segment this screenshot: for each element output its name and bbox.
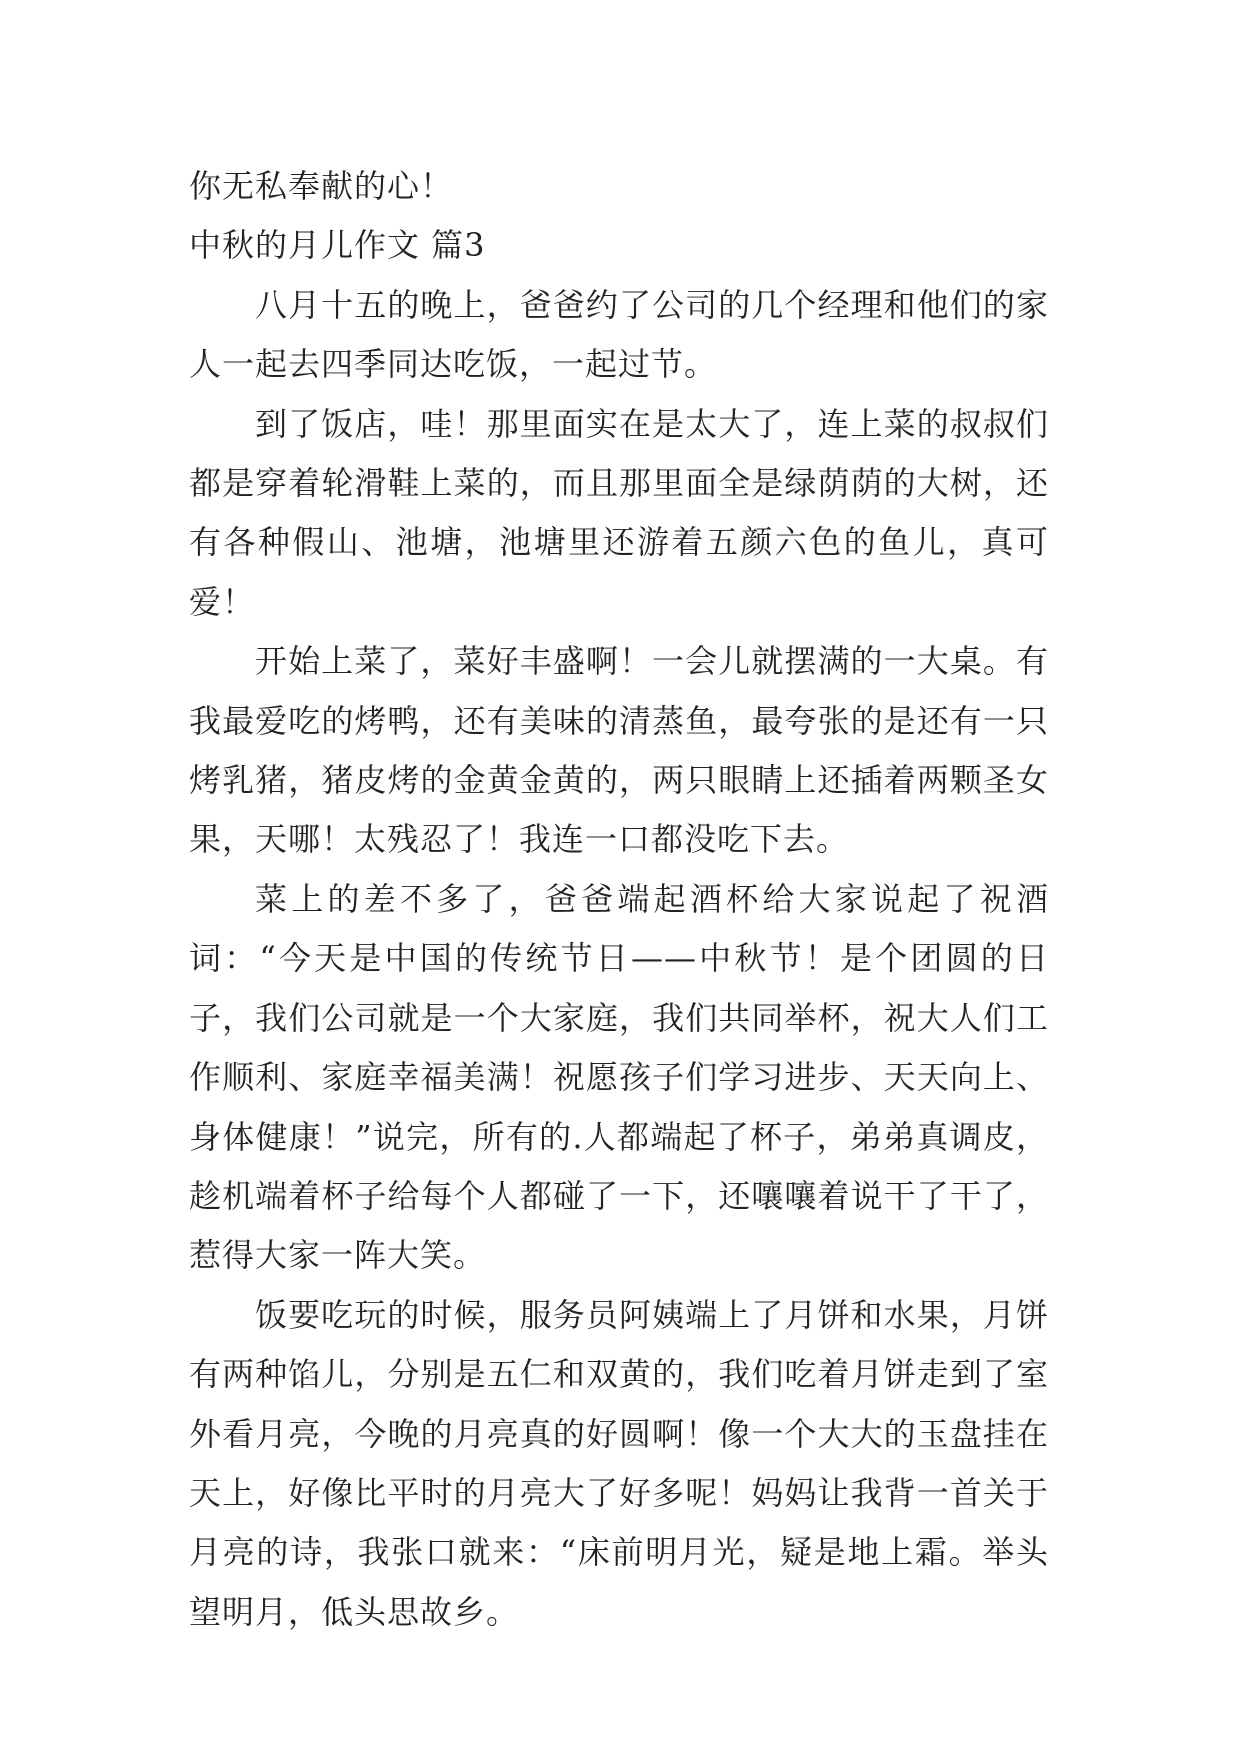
document-body — [189, 157, 1049, 1642]
paragraph: 八月十五的晚上，爸爸约了公司的几个经理和他们的家人一起去四季同达吃饭，一起过节。 — [189, 285, 1049, 384]
essay-title: 中秋的月儿作文 篇3 — [189, 226, 486, 265]
paragraph: 开始上菜了，菜好丰盛啊！一会儿就摆满的一大桌。有我最爱吃的烤鸭，还有美味的清蒸鱼，最夸张的是还有一只烤乳猪，猪皮烤的金黄金黄的，两只眼睛上还插着两颗圣女果，天哪！太残忍了！我连一口都没吃下去。 — [189, 642, 1049, 859]
paragraph: 到了饭店，哇！那里面实在是太大了，连上菜的叔叔们都是穿着轮滑鞋上菜的，而且那里面全是绿荫荫的大树，还有各种假山、池塘，池塘里还游着五颜六色的鱼儿，真可爱！ — [189, 404, 1049, 621]
paragraph: 饭要吃玩的时候，服务员阿姨端上了月饼和水果，月饼有两种馅儿，分别是五仁和双黄的，我们吃着月饼走到了室外看月亮，今晚的月亮真的好圆啊！像一个大大的玉盘挂在天上，好像比平时的月亮大了好多呢！妈妈让我背一首关于月亮的诗，我张口就来：“床前明月光，疑是地上霜。举头望明月，低头思故乡。 — [189, 1295, 1049, 1631]
paragraph: 菜上的差不多了，爸爸端起酒杯给大家说起了祝酒词：“今天是中国的传统节日——中秋节！是个团圆的日子，我们公司就是一个大家庭，我们共同举杯，祝大人们工作顺利、家庭幸福美满！祝愿孩子们学习进步、天天向上、身体健康！”说完，所有的.人都端起了杯子，弟弟真调皮，趁机端着杯子给每个人都碰了一下，还嚷嚷着说干了干了，惹得大家一阵大笑。 — [189, 879, 1049, 1275]
continuation-line: 你无私奉献的心！ — [189, 167, 454, 205]
